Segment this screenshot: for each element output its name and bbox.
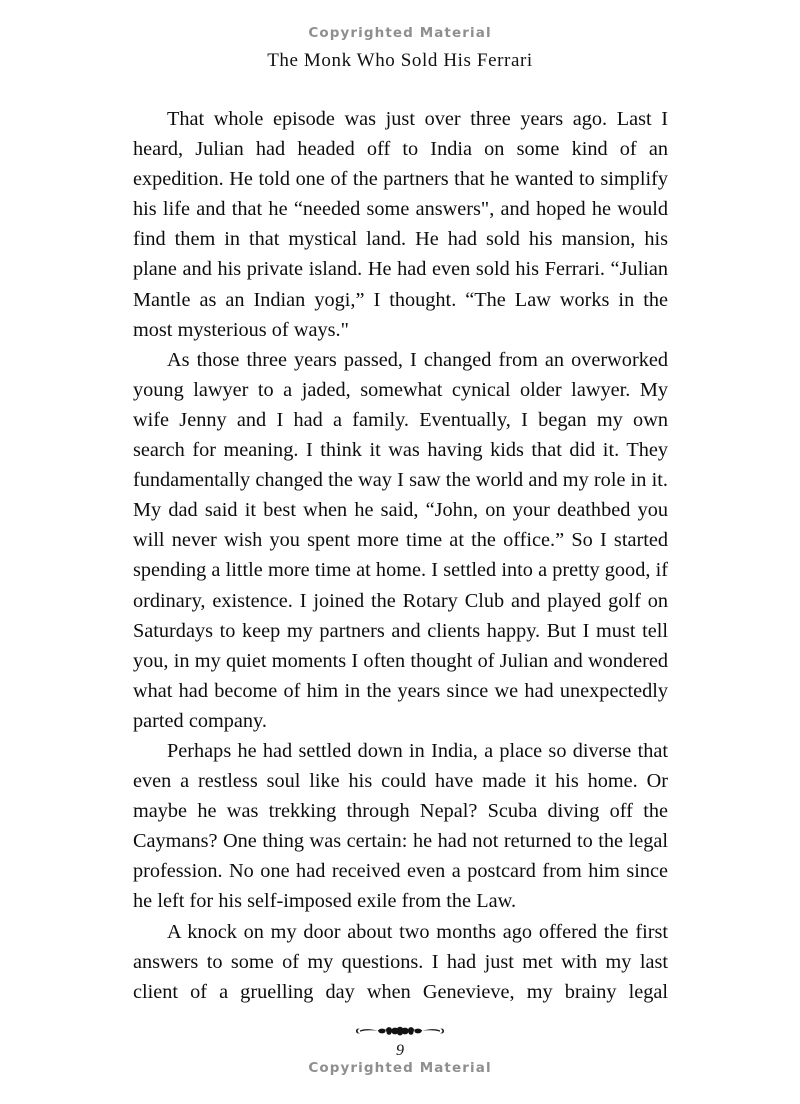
running-head-title: The Monk Who Sold His Ferrari <box>267 50 533 71</box>
copyright-watermark-bottom: Copyrighted Material <box>308 1060 492 1076</box>
paragraph: As those three years passed, I changed from an overworked young lawyer to a jaded, somewhat cynical older lawyer. My wife Jenny and I had a family. Eventually, I began my own search for meaning. I think it was having kids that did it. They fundamentally changed the way I saw the world and my role in it. My dad said it best when he said, “John, on your deathbed you will never wish you spent more time at the office.” So I started spending a little more time at home. I settled into a pretty good, if ordinary, existence. I joined the Rotary Club and played golf on Saturdays to keep my partners and clients happy. But I must tell you, in my quiet moments I often thought of Julian and wondered what had become of him in the years since we had unexpectedly parted company. <box>133 348 668 732</box>
body-text-column <box>133 104 668 1007</box>
paragraph: That whole episode was just over three years ago. Last I heard, Julian had headed off to India on some kind of an expedition. He told one of the partners that he wanted to simplify his life and that he “needed some answers", and hoped he would find them in that mystical land. He had sold his mansion, his plane and his private island. He had even sold his Ferrari. “Julian Mantle as an Indian yogi,” I thought. “The Law works in the most mysterious of ways." <box>133 108 668 341</box>
copyright-watermark-top: Copyrighted Material <box>308 25 492 41</box>
fleuron-ornament-icon <box>0 1022 800 1040</box>
page-number: 9 <box>396 1042 404 1059</box>
paragraph: A knock on my door about two months ago offered the first answers to some of my questions. I had just met with my last client of a gruelling day when Genevieve, my brainy legal <box>133 920 668 1003</box>
paragraph: Perhaps he had settled down in India, a place so diverse that even a restless soul like his could have made it his home. Or maybe he was trekking through Nepal? Scuba diving off the Caymans? One thing was certain: he had not returned to the legal profession. No one had received even a postcard from him since he left for his self-imposed exile from the Law. <box>133 739 668 913</box>
